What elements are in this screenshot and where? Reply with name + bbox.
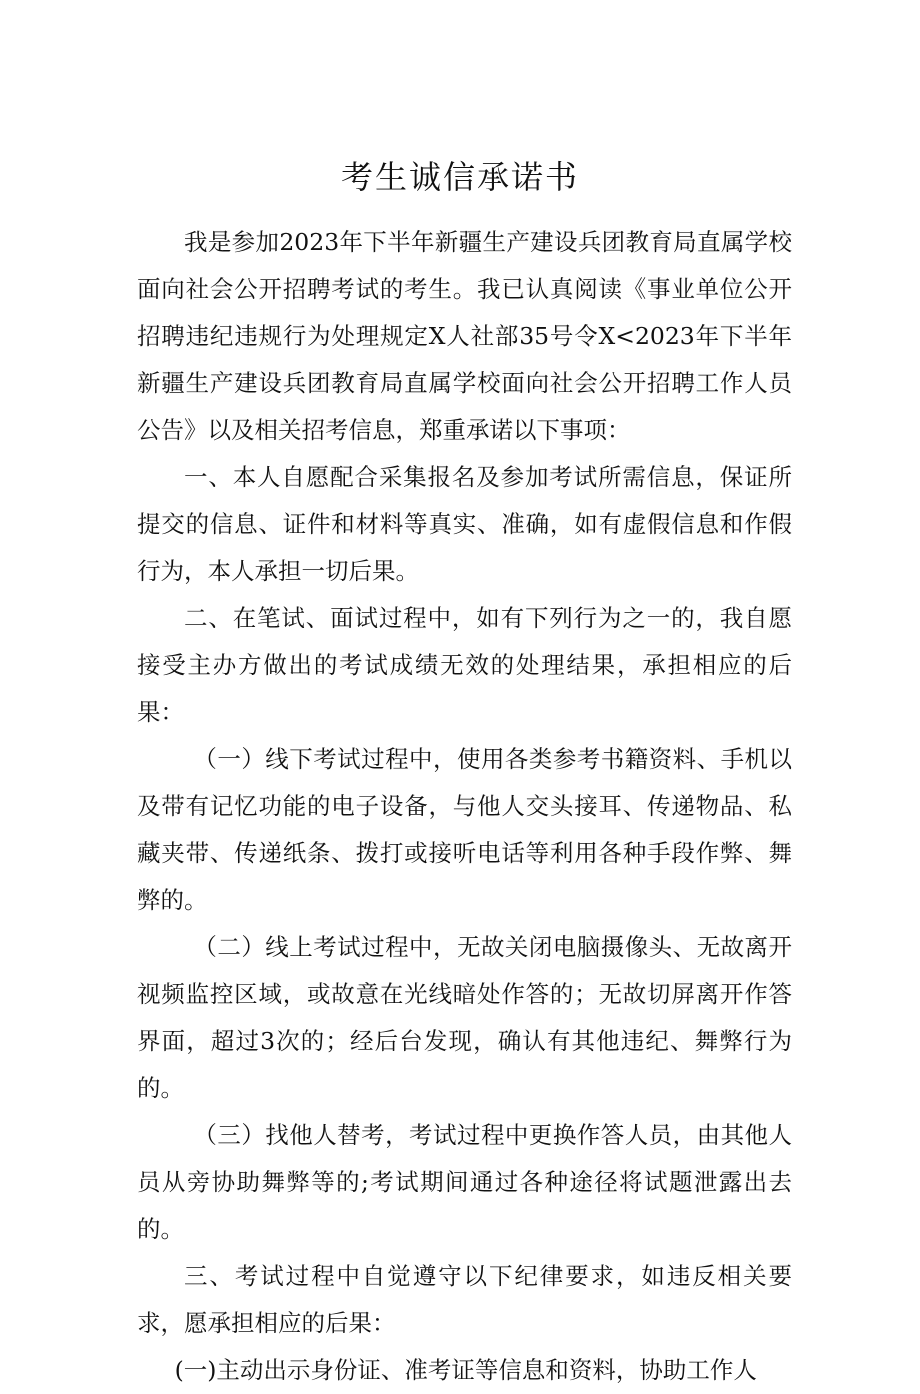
intro-paragraph: 我是参加2023年下半年新疆生产建设兵团教育局直属学校面向社会公开招聘考试的考生。我已认真阅读《事业单位公开招聘违纪违规行为处理规定X人社部35号令X<2023年下半年新疆生产建设兵团教育局直属学校面向社会公开招聘工作人员公告》以及相关招考信息，郑重承诺以下事项： [137,228,792,444]
commitment-item-2-sub-3: （三）找他人替考，考试过程中更换作答人员，由其他人员从旁协助舞弊等的;考试期间通过各种途径将试题泄露出去的。 [137,1121,792,1243]
commitment-item-2-sub-1: （一）线下考试过程中，使用各类参考书籍资料、手机以及带有记忆功能的电子设备，与他人交头接耳、传递物品、私藏夹带、传递纸条、拨打或接听电话等利用各种手段作弊、舞弊的。 [137,745,792,914]
document-body [137,219,792,1394]
commitment-item-3-sub-1: (一)主动出示身份证、准考证等信息和资料，协助工作人 [174,1356,757,1384]
commitment-item-2-sub-2: （二）线上考试过程中，无故关闭电脑摄像头、无故离开视频监控区域，或故意在光线暗处作答的；无故切屏离开作答界面，超过3次的；经后台发现，确认有其他违纪、舞弊行为的。 [137,933,792,1102]
commitment-item-1: 一、本人自愿配合采集报名及参加考试所需信息，保证所提交的信息、证件和材料等真实、准确，如有虚假信息和作假行为，本人承担一切后果。 [137,463,792,585]
commitment-item-2: 二、在笔试、面试过程中，如有下列行为之一的，我自愿接受主办方做出的考试成绩无效的处理结果，承担相应的后果： [137,604,792,726]
commitment-item-3: 三、考试过程中自觉遵守以下纪律要求，如违反相关要求，愿承担相应的后果： [137,1262,792,1337]
document-title: 考生诚信承诺书 [340,158,579,197]
